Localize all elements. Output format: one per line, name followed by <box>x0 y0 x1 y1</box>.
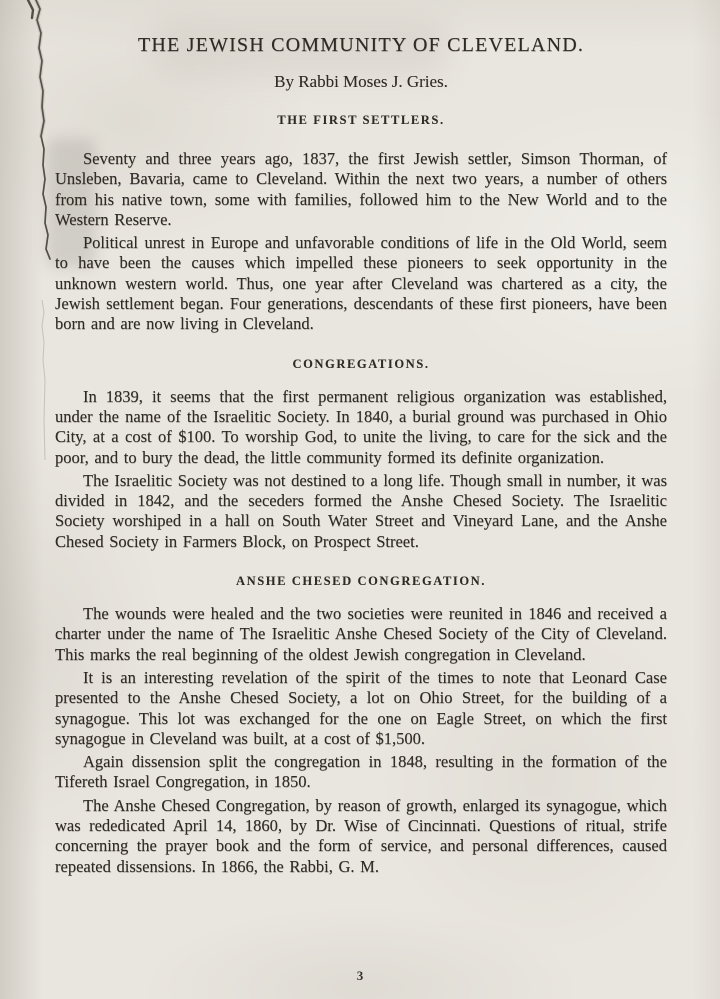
byline: By Rabbi Moses J. Gries. <box>274 72 448 91</box>
paragraph: In 1839, it seems that the first permanent religious organization was established, under the name of the Israelitic Society. In 1840, a burial ground was purchased in Ohio City, at a cost of $100. To worship God, to unite the living, to care for the sick and the poor, and to bury the dead, the little community formed its definite organization. <box>55 386 667 467</box>
section-heading-anshe-chesed: ANSHE CHESED CONGREGATION. <box>235 574 487 589</box>
paragraph: The Israelitic Society was not destined to a long life. Though small in number, it was divided in 1842, and the seceders formed the Anshe Chesed Society. The Israelitic Society worshiped in a hall on South Water Street and Vineyard Lane, and the Anshe Chesed Society in Farmers Block, on Prospect Street. <box>55 470 667 551</box>
section-heading-congregations: CONGREGATIONS. <box>292 356 430 371</box>
paragraph: Seventy and three years ago, 1837, the first Jewish settler, Simson Thorman, of Unsleben, Bavaria, came to Cleveland. Within the next two years, a number of others from his native town, some with families, followed him to the New World and to the Western Reserve. <box>55 149 667 229</box>
page-content <box>55 34 667 880</box>
section-heading-first-settlers: THE FIRST SETTLERS. <box>277 113 445 127</box>
page-number: 3 <box>356 968 364 983</box>
paragraph: Political unrest in Europe and unfavorable conditions of life in the Old World, seem to have been the causes which impelled these pioneers to seek opportunity in the unknown western world. Thus, one year after Cleveland was chartered as a city, the Jewish settlement began. Four generations, descendants of these first pioneers, have been born and are now living in Cleveland. <box>55 233 667 334</box>
paragraph: The wounds were healed and the two societies were reunited in 1846 and received a charter under the name of The Israelitic Anshe Chesed Society of the City of Cleveland. This marks the real beginning of the oldest Jewish congregation in Cleveland. <box>55 604 667 664</box>
paragraph: It is an interesting revelation of the spirit of the times to note that Leonard Case presented to the Anshe Chesed Society, a lot on Ohio Street, for the building of a synagogue. This lot was exchanged for the one on Eagle Street, on which the first synagogue in Cleveland was built, at a cost of $1,500. <box>55 667 667 748</box>
document-title: THE JEWISH COMMUNITY OF CLEVELAND. <box>137 34 585 56</box>
paragraph: Again dissension split the congregation in 1848, resulting in the formation of the Tifereth Israel Congregation, in 1850. <box>55 752 667 792</box>
paragraph: The Anshe Chesed Congregation, by reason of growth, enlarged its synagogue, which was rededicated April 14, 1860, by Dr. Wise of Cincinnati. Questions of ritual, strife concerning the prayer book and the form of service, and personal differences, caused repeated dissensions. In 1866, the Rabbi, G. M. <box>55 795 667 876</box>
